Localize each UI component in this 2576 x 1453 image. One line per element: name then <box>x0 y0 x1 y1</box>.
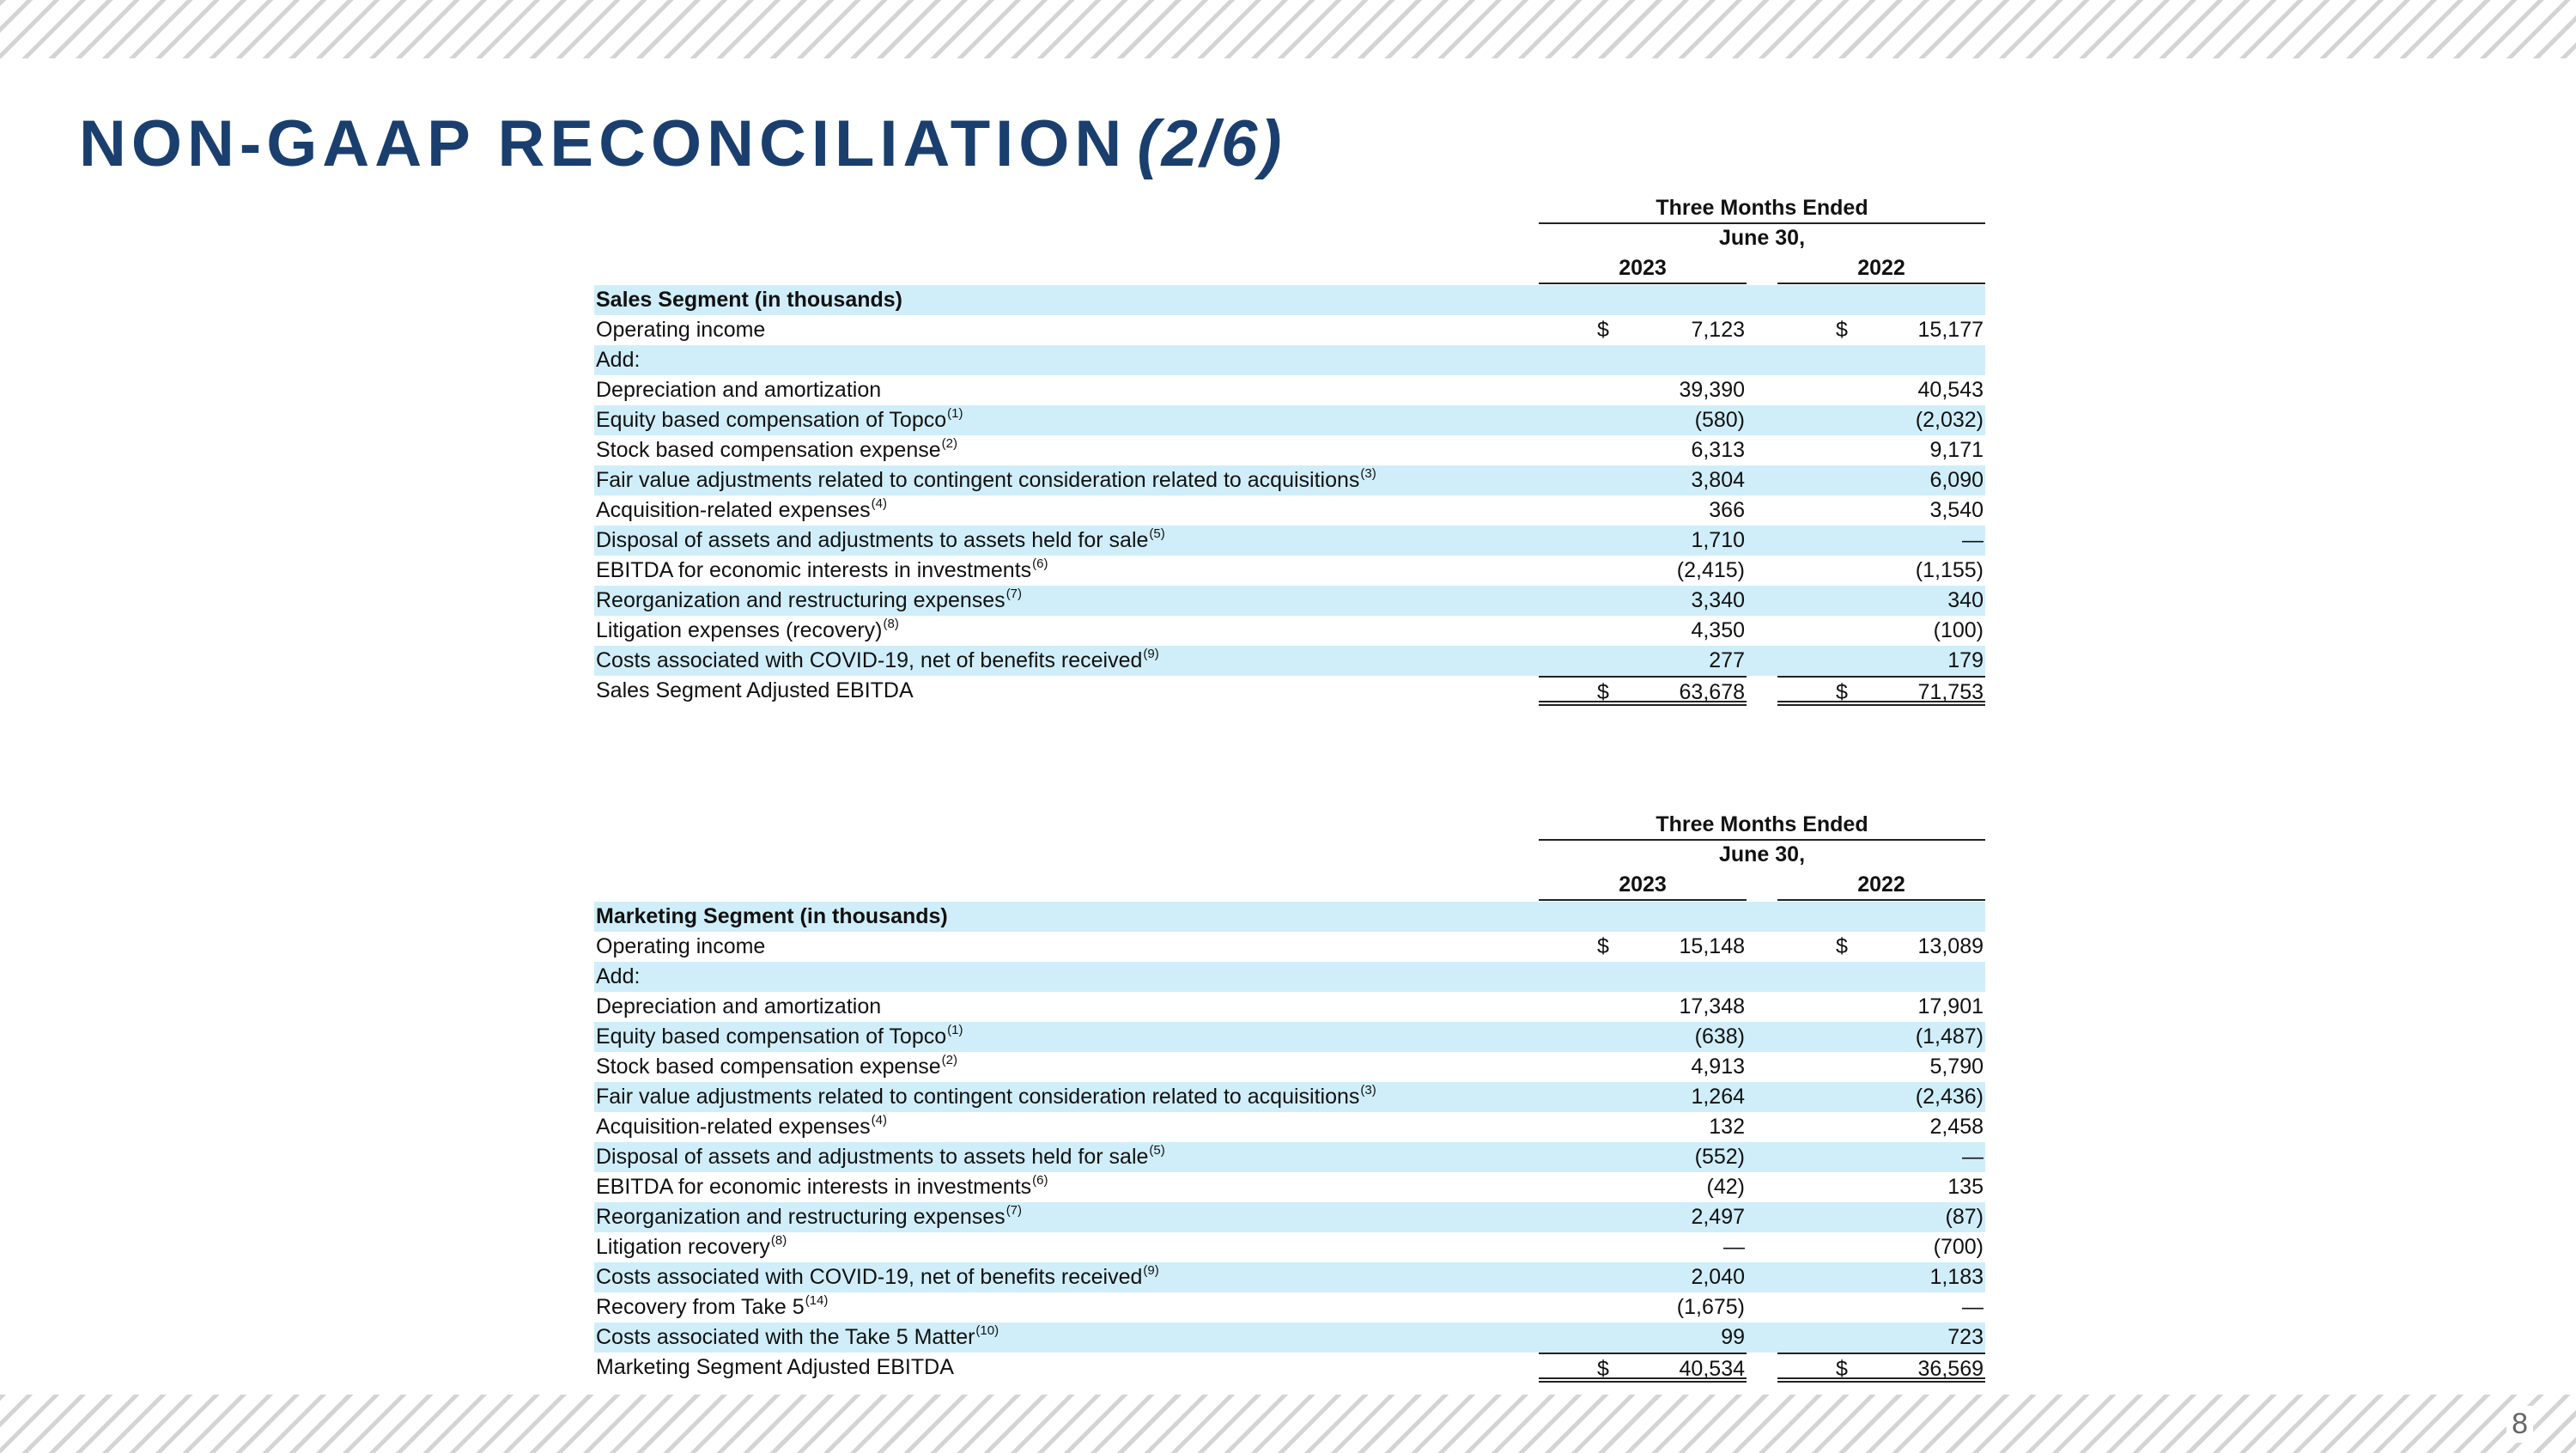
row-label <box>596 1172 1048 1202</box>
row-label <box>596 345 641 375</box>
table-header <box>594 811 1985 902</box>
row-label-text: Add: <box>596 964 641 988</box>
table-row <box>594 405 1985 435</box>
value-cell-col2 <box>1777 1172 1985 1202</box>
amount-value: 135 <box>1947 1175 1984 1199</box>
amount-value: 2,458 <box>1929 1115 1984 1139</box>
amount-value: 40,543 <box>1917 378 1984 402</box>
row-label <box>596 676 914 706</box>
value-cell-col1 <box>1539 962 1747 992</box>
table-row <box>594 1022 1985 1052</box>
value-cell-col2 <box>1777 435 1985 465</box>
row-label-text: Equity based compensation of Topco <box>596 1024 947 1049</box>
period-date-header: June 30, <box>1718 226 1806 250</box>
amount-value: 17,348 <box>1679 994 1745 1018</box>
value-cell-col2 <box>1777 1022 1985 1052</box>
table-body <box>594 285 1985 706</box>
marketing-segment-table <box>594 811 1985 1383</box>
value-cell-col1 <box>1539 992 1747 1022</box>
row-label-text: Equity based compensation of Topco <box>596 408 947 432</box>
value-cell-col1 <box>1539 375 1747 405</box>
amount-value: 40,534 <box>1679 1357 1745 1381</box>
row-label-text: EBITDA for economic interests in investments <box>596 558 1032 582</box>
amount-value: (700) <box>1933 1235 1984 1259</box>
footnote-marker: (2) <box>941 1053 957 1067</box>
table-row <box>594 435 1985 465</box>
table-row <box>594 992 1985 1022</box>
amount-value: 3,540 <box>1929 498 1984 522</box>
value-cell-col1 <box>1539 285 1747 315</box>
table-row <box>594 495 1985 526</box>
value-cell-col2 <box>1777 465 1985 495</box>
row-label <box>596 1353 955 1383</box>
amount-value: 13,089 <box>1917 934 1984 958</box>
row-label-text: Operating income <box>596 318 766 342</box>
amount-value: 3,804 <box>1691 468 1745 492</box>
amount-value: 2,040 <box>1691 1265 1745 1289</box>
amount-value: 99 <box>1721 1325 1745 1349</box>
value-cell-col2 <box>1777 375 1985 405</box>
value-cell-col1 <box>1539 1322 1747 1353</box>
table-row <box>594 375 1985 405</box>
value-cell-col2 <box>1777 586 1985 616</box>
row-label <box>596 1202 1022 1232</box>
value-cell-col2 <box>1777 1262 1985 1292</box>
table-row <box>594 345 1985 375</box>
year-2022-header: 2022 <box>1777 254 1985 284</box>
currency-symbol: $ <box>1836 934 1848 958</box>
amount-value: 6,090 <box>1929 468 1984 492</box>
amount-value: (87) <box>1945 1205 1984 1229</box>
footnote-marker: (1) <box>947 1023 963 1037</box>
amount-value: (1,675) <box>1676 1295 1745 1319</box>
amount-value: 3,340 <box>1691 588 1745 612</box>
amount-value: 277 <box>1709 648 1745 672</box>
row-label-text: Depreciation and amortization <box>596 378 882 402</box>
row-label <box>596 526 1165 556</box>
value-cell-col2 <box>1777 902 1985 932</box>
year-2023-header: 2023 <box>1539 254 1747 284</box>
row-label-text: Disposal of assets and adjustments to assets held for sale <box>596 528 1149 552</box>
row-label <box>596 285 903 315</box>
amount-value: 2,497 <box>1691 1205 1745 1229</box>
row-label <box>596 1262 1159 1292</box>
value-cell-col1 <box>1539 1262 1747 1292</box>
amount-value: 366 <box>1709 498 1745 522</box>
row-label <box>596 646 1159 676</box>
amount-value: (42) <box>1706 1175 1745 1199</box>
row-label-text: Costs associated with COVID-19, net of benefits received <box>596 1265 1143 1289</box>
footnote-marker: (6) <box>1032 556 1048 571</box>
footnote-marker: (7) <box>1005 1203 1023 1218</box>
row-label-text: Costs associated with the Take 5 Matter <box>596 1325 975 1349</box>
row-label-text: Acquisition-related expenses <box>596 1115 871 1139</box>
year-2022-header: 2022 <box>1777 871 1985 901</box>
amount-value: 4,913 <box>1691 1055 1745 1079</box>
row-label <box>596 1322 999 1353</box>
row-label-text: Sales Segment (in thousands) <box>596 288 903 312</box>
amount-value: — <box>1723 1235 1745 1259</box>
title-part-indicator: (2/6) <box>1137 107 1285 180</box>
row-label-text: Acquisition-related expenses <box>596 498 871 522</box>
row-label-text: Depreciation and amortization <box>596 994 882 1018</box>
footnote-marker: (1) <box>947 406 963 421</box>
row-label <box>596 932 766 962</box>
amount-value: (2,032) <box>1915 408 1984 432</box>
total-row <box>594 1353 1985 1383</box>
amount-value: (1,155) <box>1915 558 1984 582</box>
footnote-marker: (14) <box>805 1293 829 1308</box>
amount-value: 15,148 <box>1679 934 1745 958</box>
currency-symbol: $ <box>1597 934 1609 958</box>
top-hatch-band <box>0 0 2576 58</box>
value-cell-col1 <box>1539 1232 1747 1262</box>
row-label-text: Add: <box>596 348 641 372</box>
period-date-header: June 30, <box>1718 842 1806 866</box>
section-heading-row <box>594 902 1985 932</box>
amount-value: 5,790 <box>1929 1055 1984 1079</box>
amount-value: 17,901 <box>1917 994 1984 1018</box>
table-row <box>594 526 1985 556</box>
amount-value: 7,123 <box>1691 318 1745 342</box>
row-label-text: Litigation expenses (recovery) <box>596 618 883 642</box>
value-cell-col2 <box>1777 1112 1985 1142</box>
amount-value: — <box>1962 1145 1984 1169</box>
row-label <box>596 1232 787 1262</box>
amount-value: 4,350 <box>1691 618 1745 642</box>
row-label <box>596 1052 957 1082</box>
row-label <box>596 375 882 405</box>
value-cell-col1 <box>1539 1112 1747 1142</box>
table-body <box>594 902 1985 1383</box>
row-label <box>596 1142 1165 1172</box>
table-row <box>594 616 1985 646</box>
value-cell-col1 <box>1539 1172 1747 1202</box>
amount-value: 132 <box>1709 1115 1745 1139</box>
row-label-text: EBITDA for economic interests in investments <box>596 1175 1032 1199</box>
footnote-marker: (5) <box>1149 1143 1165 1158</box>
row-label <box>596 1112 887 1142</box>
currency-symbol: $ <box>1836 318 1848 342</box>
year-2023-header: 2023 <box>1539 871 1747 901</box>
table-row <box>594 586 1985 616</box>
amount-value: 723 <box>1947 1325 1984 1349</box>
footnote-marker: (9) <box>1143 1263 1159 1278</box>
row-label-text: Marketing Segment Adjusted EBITDA <box>596 1355 954 1379</box>
page-number: 8 <box>2506 1406 2533 1443</box>
footnote-marker: (4) <box>871 496 887 511</box>
row-label-text: Sales Segment Adjusted EBITDA <box>596 678 914 702</box>
footnote-marker: (3) <box>1360 466 1376 481</box>
table-row <box>594 646 1985 676</box>
amount-value: 340 <box>1947 588 1984 612</box>
amount-value: 9,171 <box>1929 438 1984 462</box>
value-cell-col2 <box>1777 1202 1985 1232</box>
footnote-marker: (9) <box>1143 647 1159 661</box>
value-cell-col1 <box>1539 1202 1747 1232</box>
amount-value: 15,177 <box>1917 318 1984 342</box>
amount-value: 1,710 <box>1691 528 1745 552</box>
table-header <box>594 194 1985 285</box>
footnote-marker: (8) <box>883 617 899 631</box>
value-cell-col2 <box>1777 676 1985 706</box>
table-row <box>594 932 1985 962</box>
amount-value: 36,569 <box>1917 1357 1984 1381</box>
value-cell-col2 <box>1777 932 1985 962</box>
amount-value: 179 <box>1947 648 1984 672</box>
value-cell-col1 <box>1539 616 1747 646</box>
value-cell-col2 <box>1777 556 1985 586</box>
row-label <box>596 435 957 465</box>
footnote-marker: (8) <box>770 1233 787 1248</box>
value-cell-col2 <box>1777 405 1985 435</box>
table-row <box>594 1112 1985 1142</box>
footnote-marker: (5) <box>1149 526 1165 541</box>
value-cell-col2 <box>1777 1292 1985 1322</box>
row-label <box>596 465 1376 495</box>
value-cell-col1 <box>1539 465 1747 495</box>
table-row <box>594 1172 1985 1202</box>
row-label-text: Reorganization and restructuring expenses <box>596 1205 1005 1229</box>
row-label <box>596 616 899 646</box>
footnote-marker: (4) <box>871 1113 887 1128</box>
currency-symbol: $ <box>1597 1357 1609 1381</box>
row-label <box>596 1292 828 1322</box>
currency-symbol: $ <box>1597 318 1609 342</box>
row-label-text: Operating income <box>596 934 766 958</box>
currency-symbol: $ <box>1836 680 1848 704</box>
table-row <box>594 1292 1985 1322</box>
amount-value: (580) <box>1694 408 1745 432</box>
table-row <box>594 1082 1985 1112</box>
row-label-text: Marketing Segment (in thousands) <box>596 904 948 928</box>
row-label-text: Stock based compensation expense <box>596 438 941 462</box>
amount-value: (2,415) <box>1676 558 1745 582</box>
row-label <box>596 1022 963 1052</box>
value-cell-col2 <box>1777 345 1985 375</box>
table-row <box>594 1142 1985 1172</box>
value-cell-col1 <box>1539 1052 1747 1082</box>
table-row <box>594 465 1985 495</box>
amount-value: 63,678 <box>1679 680 1745 704</box>
value-cell-col2 <box>1777 992 1985 1022</box>
value-cell-col1 <box>1539 1022 1747 1052</box>
table-row <box>594 1202 1985 1232</box>
row-label-text: Stock based compensation expense <box>596 1055 941 1079</box>
value-cell-col2 <box>1777 1353 1985 1383</box>
value-cell-col1 <box>1539 1353 1747 1383</box>
title-main: NON-GAAP RECONCILIATION <box>79 107 1127 180</box>
row-label-text: Reorganization and restructuring expenses <box>596 588 1005 612</box>
value-cell-col1 <box>1539 556 1747 586</box>
row-label <box>596 992 882 1022</box>
table-row <box>594 1232 1985 1262</box>
total-row <box>594 676 1985 706</box>
row-label-text: Fair value adjustments related to contingent consideration related to acquisitions <box>596 1085 1360 1109</box>
row-label-text: Fair value adjustments related to contingent consideration related to acquisitions <box>596 468 1360 492</box>
value-cell-col1 <box>1539 345 1747 375</box>
row-label-text: Recovery from Take 5 <box>596 1295 805 1319</box>
row-label <box>596 902 949 932</box>
value-cell-col2 <box>1777 1082 1985 1112</box>
value-cell-col1 <box>1539 1142 1747 1172</box>
value-cell-col1 <box>1539 1082 1747 1112</box>
value-cell-col1 <box>1539 586 1747 616</box>
amount-value: (552) <box>1694 1145 1745 1169</box>
currency-symbol: $ <box>1597 680 1609 704</box>
amount-value: (2,436) <box>1915 1085 1984 1109</box>
value-cell-col1 <box>1539 526 1747 556</box>
footnote-marker: (3) <box>1360 1083 1376 1097</box>
value-cell-col2 <box>1777 1052 1985 1082</box>
amount-value: — <box>1962 528 1984 552</box>
value-cell-col2 <box>1777 1322 1985 1353</box>
value-cell-col1 <box>1539 435 1747 465</box>
row-label <box>596 495 887 526</box>
table-row <box>594 1262 1985 1292</box>
amount-value: (1,487) <box>1915 1024 1984 1049</box>
table-row <box>594 556 1985 586</box>
value-cell-col2 <box>1777 526 1985 556</box>
value-cell-col2 <box>1777 616 1985 646</box>
footnote-marker: (2) <box>941 436 957 451</box>
amount-value: — <box>1962 1295 1984 1319</box>
table-row <box>594 315 1985 345</box>
sales-segment-table <box>594 194 1985 706</box>
page-title <box>79 106 1285 181</box>
value-cell-col2 <box>1777 646 1985 676</box>
amount-value: 39,390 <box>1679 378 1745 402</box>
amount-value: 71,753 <box>1917 680 1984 704</box>
footnote-marker: (10) <box>975 1323 999 1338</box>
value-cell-col1 <box>1539 495 1747 526</box>
value-cell-col2 <box>1777 1142 1985 1172</box>
value-cell-col1 <box>1539 902 1747 932</box>
value-cell-col1 <box>1539 676 1747 706</box>
row-label-text: Costs associated with COVID-19, net of benefits received <box>596 648 1143 672</box>
row-label <box>596 586 1022 616</box>
row-label <box>596 315 766 345</box>
value-cell-col1 <box>1539 932 1747 962</box>
amount-value: 1,264 <box>1691 1085 1745 1109</box>
value-cell-col1 <box>1539 1292 1747 1322</box>
amount-value: (100) <box>1933 618 1984 642</box>
amount-value: 6,313 <box>1691 438 1745 462</box>
row-label <box>596 556 1048 586</box>
value-cell-col2 <box>1777 1232 1985 1262</box>
table-row <box>594 1322 1985 1353</box>
value-cell-col1 <box>1539 646 1747 676</box>
value-cell-col1 <box>1539 405 1747 435</box>
row-label-text: Disposal of assets and adjustments to assets held for sale <box>596 1145 1149 1169</box>
row-label <box>596 405 963 435</box>
row-label <box>596 1082 1376 1112</box>
footnote-marker: (7) <box>1005 587 1023 601</box>
bottom-hatch-band <box>0 1395 2576 1453</box>
value-cell-col1 <box>1539 315 1747 345</box>
value-cell-col2 <box>1777 285 1985 315</box>
table-row <box>594 1052 1985 1082</box>
value-cell-col2 <box>1777 495 1985 526</box>
value-cell-col2 <box>1777 315 1985 345</box>
period-header: Three Months Ended <box>1539 811 1985 841</box>
row-label <box>596 962 641 992</box>
amount-value: (638) <box>1694 1024 1745 1049</box>
value-cell-col2 <box>1777 962 1985 992</box>
amount-value: 1,183 <box>1929 1265 1984 1289</box>
section-heading-row <box>594 285 1985 315</box>
period-header: Three Months Ended <box>1539 194 1985 224</box>
row-label-text: Litigation recovery <box>596 1235 770 1259</box>
footnote-marker: (6) <box>1032 1173 1048 1188</box>
table-row <box>594 962 1985 992</box>
currency-symbol: $ <box>1836 1357 1848 1381</box>
